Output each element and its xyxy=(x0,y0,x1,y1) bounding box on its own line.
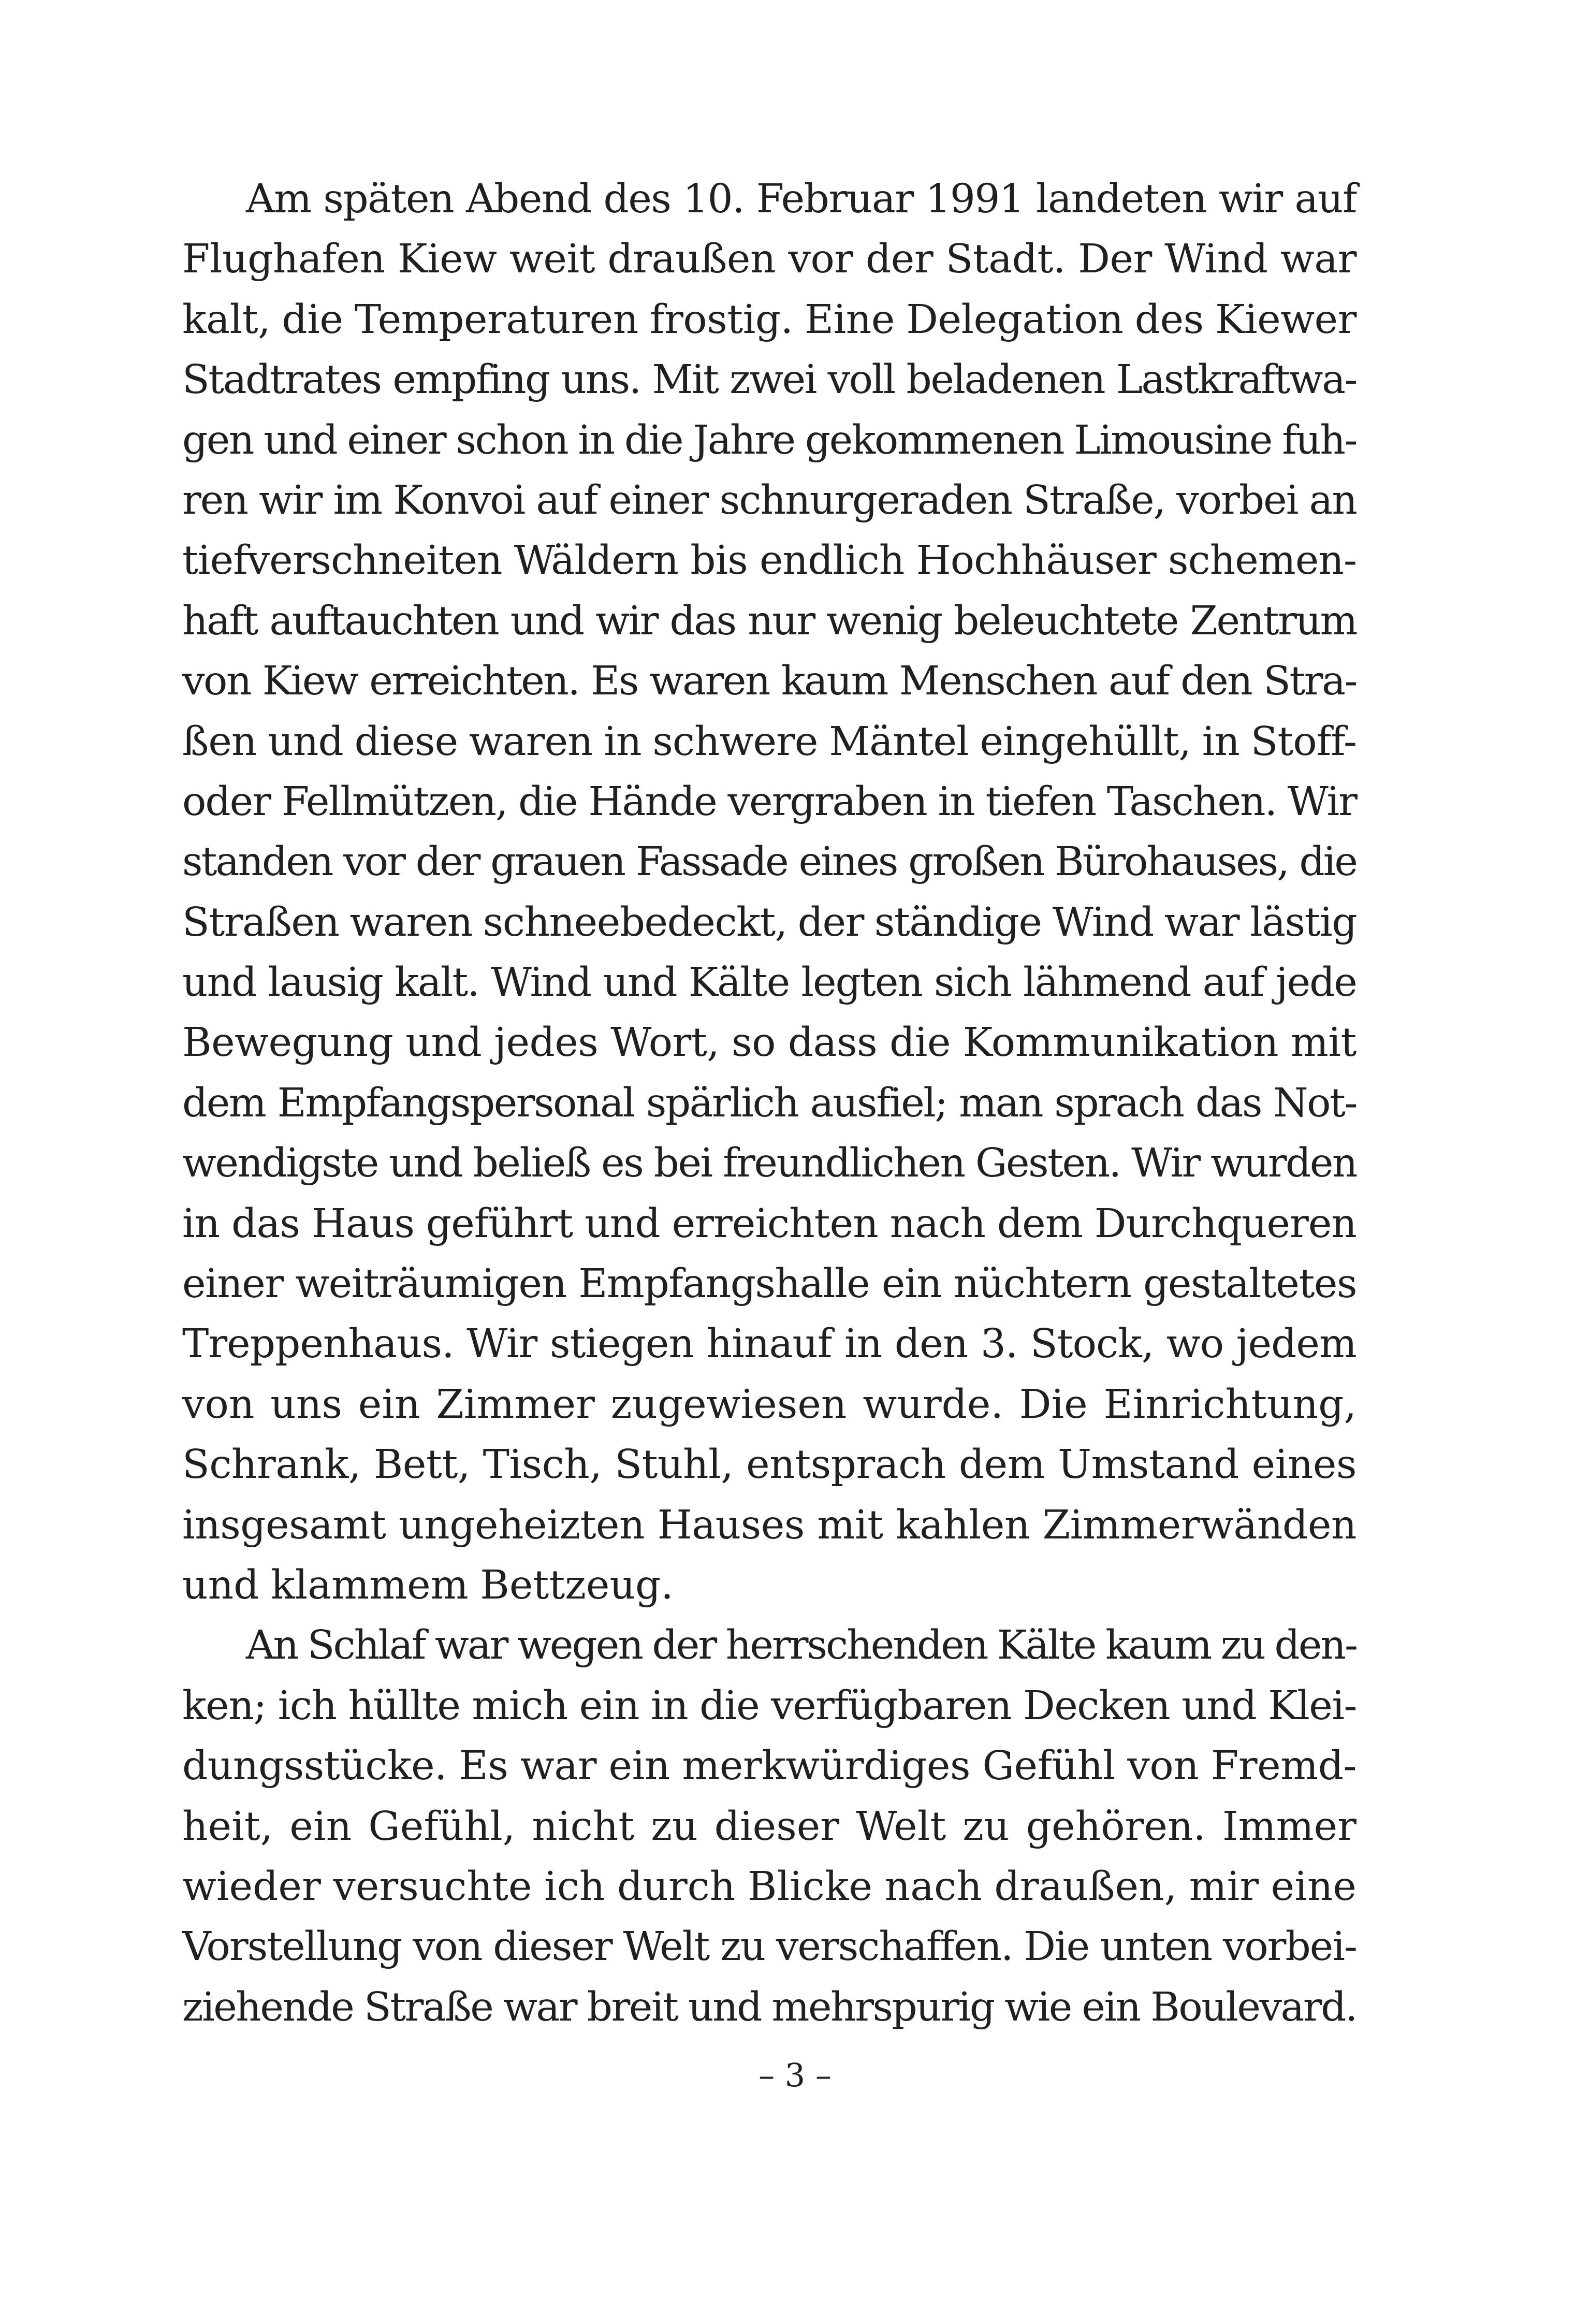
text-line: wieder versuchte ich durch Blicke nach draußen, mir eine xyxy=(182,1863,1356,1910)
text-line: und lausig kalt. Wind und Kälte legten sich lähmend auf jede xyxy=(182,960,1356,1006)
text-line: haft auftauchten und wir das nur wenig beleuchtete Zentrum xyxy=(182,598,1356,644)
text-line: Straßen waren schneebedeckt, der ständige Wind war lästig xyxy=(182,899,1356,946)
text-line: An Schlaf war wegen der herrschenden Kälte kaum zu den- xyxy=(246,1622,1356,1669)
text-line: gen und einer schon in die Jahre gekommenen Limousine fuh- xyxy=(182,417,1356,463)
text-line: Flughafen Kiew weit draußen vor der Stadt. Der Wind war xyxy=(182,236,1356,283)
text-line: in das Haus geführt und erreichten nach dem Durchqueren xyxy=(182,1200,1356,1247)
text-line: insgesamt ungeheizten Hauses mit kahlen Zimmerwänden xyxy=(182,1502,1356,1548)
paragraph-2 xyxy=(182,1616,1356,2038)
text-line: tiefverschneiten Wäldern bis endlich Hochhäuser schemen- xyxy=(182,538,1356,584)
text-line: wendigste und beließ es bei freundlichen Gesten. Wir wurden xyxy=(182,1140,1356,1187)
text-line: von Kiew erreichten. Es waren kaum Menschen auf den Stra- xyxy=(182,658,1356,705)
page-number: – 3 – xyxy=(758,2056,832,2094)
text-line: Treppenhaus. Wir stiegen hinauf in den 3. Stock, wo jedem xyxy=(182,1321,1356,1368)
text-line: und klammem Bettzeug. xyxy=(182,1562,674,1608)
text-line: Vorstellung von dieser Welt zu verschaffen. Die unten vorbei- xyxy=(182,1924,1356,1970)
paragraph-1 xyxy=(182,169,1356,1616)
text-line: ren wir im Konvoi auf einer schnurgeraden Straße, vorbei an xyxy=(182,477,1356,524)
text-line: dungsstücke. Es war ein merkwürdiges Gefühl von Fremd- xyxy=(182,1743,1356,1790)
text-line: standen vor der grauen Fassade eines großen Bürohauses, die xyxy=(182,839,1356,885)
text-line: Am späten Abend des 10. Februar 1991 landeten wir auf xyxy=(246,176,1356,222)
text-line: Bewegung und jedes Wort, so dass die Kommunikation mit xyxy=(182,1020,1356,1066)
text-line: Stadtrates empfing uns. Mit zwei voll beladenen Lastkraftwa- xyxy=(182,357,1356,403)
text-line: oder Fellmützen, die Hände vergraben in tiefen Taschen. Wir xyxy=(182,778,1356,825)
text-line: einer weiträumigen Empfangshalle ein nüchtern gestaltetes xyxy=(182,1261,1356,1308)
text-line: ken; ich hüllte mich ein in die verfügbaren Decken und Klei- xyxy=(182,1682,1356,1729)
text-line: von uns ein Zimmer zugewiesen wurde. Die Einrichtung, xyxy=(182,1381,1356,1428)
text-line: ziehende Straße war breit und mehrspurig wie ein Boulevard. xyxy=(182,1984,1356,2030)
text-line: dem Empfangspersonal spärlich ausfiel; man sprach das Not- xyxy=(182,1080,1356,1126)
text-line: Schrank, Bett, Tisch, Stuhl, entsprach dem Umstand eines xyxy=(182,1442,1356,1488)
text-line: kalt, die Temperaturen frostig. Eine Delegation des Kiewer xyxy=(182,296,1356,343)
body-text xyxy=(182,169,1356,2038)
text-line: ßen und diese waren in schwere Mäntel eingehüllt, in Stoff- xyxy=(182,718,1356,765)
text-line: heit, ein Gefühl, nicht zu dieser Welt zu gehören. Immer xyxy=(182,1803,1356,1850)
